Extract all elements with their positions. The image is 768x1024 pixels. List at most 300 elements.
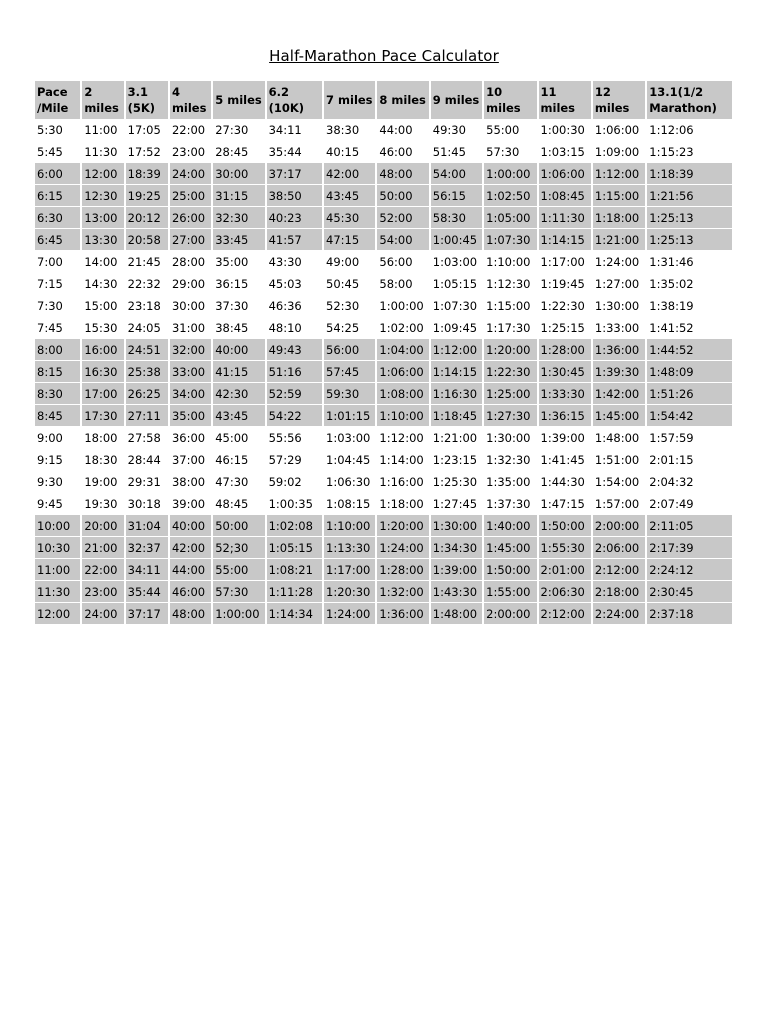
column-header: 9 miles bbox=[431, 81, 482, 119]
time-cell: 1:38:19 bbox=[647, 295, 732, 317]
pace-cell: 11:30 bbox=[35, 581, 80, 603]
time-cell: 1:17:30 bbox=[484, 317, 536, 339]
time-cell: 42:30 bbox=[213, 383, 264, 405]
time-cell: 19:30 bbox=[82, 493, 123, 515]
table-row bbox=[35, 559, 732, 581]
time-cell: 1:33:00 bbox=[593, 317, 645, 339]
pace-cell: 6:45 bbox=[35, 229, 80, 251]
table-row bbox=[35, 581, 732, 603]
time-cell: 14:00 bbox=[82, 251, 123, 273]
table-row bbox=[35, 471, 732, 493]
pace-cell: 7:30 bbox=[35, 295, 80, 317]
time-cell: 46:36 bbox=[267, 295, 322, 317]
time-cell: 1:39:30 bbox=[593, 361, 645, 383]
time-cell: 22:00 bbox=[170, 119, 211, 141]
time-cell: 56:00 bbox=[324, 339, 375, 361]
time-cell: 1:13:30 bbox=[324, 537, 375, 559]
time-cell: 49:30 bbox=[431, 119, 482, 141]
time-cell: 22:32 bbox=[126, 273, 168, 295]
time-cell: 1:06:00 bbox=[593, 119, 645, 141]
pace-cell: 9:45 bbox=[35, 493, 80, 515]
time-cell: 1:11:30 bbox=[539, 207, 591, 229]
time-cell: 31:15 bbox=[213, 185, 264, 207]
time-cell: 1:16:30 bbox=[431, 383, 482, 405]
time-cell: 19:25 bbox=[126, 185, 168, 207]
time-cell: 23:00 bbox=[82, 581, 123, 603]
pace-cell: 6:00 bbox=[35, 163, 80, 185]
time-cell: 42:00 bbox=[170, 537, 211, 559]
time-cell: 1:05:15 bbox=[267, 537, 322, 559]
time-cell: 1:00:00 bbox=[377, 295, 428, 317]
time-cell: 43:45 bbox=[213, 405, 264, 427]
time-cell: 26:25 bbox=[126, 383, 168, 405]
time-cell: 1:55:30 bbox=[539, 537, 591, 559]
time-cell: 38:30 bbox=[324, 119, 375, 141]
time-cell: 2:04:32 bbox=[647, 471, 732, 493]
time-cell: 23:18 bbox=[126, 295, 168, 317]
pace-cell: 11:00 bbox=[35, 559, 80, 581]
time-cell: 48:10 bbox=[267, 317, 322, 339]
column-header: 4 miles bbox=[170, 81, 211, 119]
time-cell: 50:00 bbox=[213, 515, 264, 537]
time-cell: 1:12:00 bbox=[593, 163, 645, 185]
time-cell: 1:20:00 bbox=[377, 515, 428, 537]
pace-cell: 9:30 bbox=[35, 471, 80, 493]
time-cell: 2:17:39 bbox=[647, 537, 732, 559]
time-cell: 2:18:00 bbox=[593, 581, 645, 603]
time-cell: 24:00 bbox=[82, 603, 123, 625]
time-cell: 1:51:26 bbox=[647, 383, 732, 405]
time-cell: 18:30 bbox=[82, 449, 123, 471]
time-cell: 1:15:00 bbox=[484, 295, 536, 317]
table-row bbox=[35, 141, 732, 163]
page-title: Half-Marathon Pace Calculator bbox=[269, 47, 499, 65]
time-cell: 1:39:00 bbox=[539, 427, 591, 449]
time-cell: 1:57:59 bbox=[647, 427, 732, 449]
header-row bbox=[35, 81, 732, 119]
time-cell: 1:06:00 bbox=[539, 163, 591, 185]
time-cell: 14:30 bbox=[82, 273, 123, 295]
pace-cell: 9:15 bbox=[35, 449, 80, 471]
time-cell: 1:50:00 bbox=[484, 559, 536, 581]
pace-table bbox=[33, 81, 734, 625]
time-cell: 52:30 bbox=[324, 295, 375, 317]
time-cell: 35:00 bbox=[170, 405, 211, 427]
time-cell: 1:30:00 bbox=[484, 427, 536, 449]
pace-cell: 8:30 bbox=[35, 383, 80, 405]
time-cell: 44:00 bbox=[377, 119, 428, 141]
time-cell: 1:12:00 bbox=[377, 427, 428, 449]
table-row bbox=[35, 339, 732, 361]
time-cell: 32:00 bbox=[170, 339, 211, 361]
time-cell: 12:30 bbox=[82, 185, 123, 207]
pace-cell: 7:15 bbox=[35, 273, 80, 295]
time-cell: 1:10:00 bbox=[484, 251, 536, 273]
time-cell: 1:44:52 bbox=[647, 339, 732, 361]
time-cell: 40:00 bbox=[170, 515, 211, 537]
time-cell: 1:43:30 bbox=[431, 581, 482, 603]
table-row bbox=[35, 537, 732, 559]
time-cell: 54:22 bbox=[267, 405, 322, 427]
time-cell: 1:14:34 bbox=[267, 603, 322, 625]
time-cell: 1:02:08 bbox=[267, 515, 322, 537]
time-cell: 38:45 bbox=[213, 317, 264, 339]
time-cell: 54:00 bbox=[431, 163, 482, 185]
time-cell: 25:38 bbox=[126, 361, 168, 383]
time-cell: 25:00 bbox=[170, 185, 211, 207]
time-cell: 32:30 bbox=[213, 207, 264, 229]
time-cell: 1:21:56 bbox=[647, 185, 732, 207]
column-header: 10 miles bbox=[484, 81, 536, 119]
time-cell: 1:08:15 bbox=[324, 493, 375, 515]
time-cell: 37:17 bbox=[267, 163, 322, 185]
time-cell: 16:00 bbox=[82, 339, 123, 361]
time-cell: 18:39 bbox=[126, 163, 168, 185]
time-cell: 2:00:00 bbox=[593, 515, 645, 537]
table-row bbox=[35, 273, 732, 295]
time-cell: 1:21:00 bbox=[593, 229, 645, 251]
time-cell: 1:25:00 bbox=[484, 383, 536, 405]
time-cell: 55:00 bbox=[484, 119, 536, 141]
time-cell: 29:31 bbox=[126, 471, 168, 493]
time-cell: 1:51:00 bbox=[593, 449, 645, 471]
time-cell: 17:05 bbox=[126, 119, 168, 141]
time-cell: 1:15:00 bbox=[593, 185, 645, 207]
time-cell: 35:44 bbox=[267, 141, 322, 163]
time-cell: 1:00:35 bbox=[267, 493, 322, 515]
time-cell: 1:06:00 bbox=[377, 361, 428, 383]
pace-cell: 8:00 bbox=[35, 339, 80, 361]
time-cell: 45:03 bbox=[267, 273, 322, 295]
time-cell: 51:16 bbox=[267, 361, 322, 383]
time-cell: 55:56 bbox=[267, 427, 322, 449]
time-cell: 1:20:00 bbox=[484, 339, 536, 361]
time-cell: 35:00 bbox=[213, 251, 264, 273]
time-cell: 1:25:15 bbox=[539, 317, 591, 339]
column-header: 5 miles bbox=[213, 81, 264, 119]
time-cell: 1:14:15 bbox=[539, 229, 591, 251]
time-cell: 2:11:05 bbox=[647, 515, 732, 537]
time-cell: 1:20:30 bbox=[324, 581, 375, 603]
time-cell: 1:41:52 bbox=[647, 317, 732, 339]
time-cell: 27:11 bbox=[126, 405, 168, 427]
time-cell: 1:05:00 bbox=[484, 207, 536, 229]
time-cell: 21:00 bbox=[82, 537, 123, 559]
time-cell: 36:00 bbox=[170, 427, 211, 449]
time-cell: 1:55:00 bbox=[484, 581, 536, 603]
time-cell: 11:30 bbox=[82, 141, 123, 163]
table-row bbox=[35, 251, 732, 273]
time-cell: 1:31:46 bbox=[647, 251, 732, 273]
time-cell: 58:00 bbox=[377, 273, 428, 295]
time-cell: 1:09:00 bbox=[593, 141, 645, 163]
time-cell: 1:57:00 bbox=[593, 493, 645, 515]
pace-cell: 5:30 bbox=[35, 119, 80, 141]
time-cell: 1:24:00 bbox=[324, 603, 375, 625]
time-cell: 1:54:00 bbox=[593, 471, 645, 493]
time-cell: 48:00 bbox=[170, 603, 211, 625]
time-cell: 1:18:00 bbox=[377, 493, 428, 515]
time-cell: 33:00 bbox=[170, 361, 211, 383]
time-cell: 1:09:45 bbox=[431, 317, 482, 339]
time-cell: 27:00 bbox=[170, 229, 211, 251]
time-cell: 17:30 bbox=[82, 405, 123, 427]
time-cell: 19:00 bbox=[82, 471, 123, 493]
table-body bbox=[35, 119, 732, 625]
table-row bbox=[35, 119, 732, 141]
time-cell: 1:48:09 bbox=[647, 361, 732, 383]
pace-cell: 10:00 bbox=[35, 515, 80, 537]
time-cell: 36:15 bbox=[213, 273, 264, 295]
time-cell: 1:28:00 bbox=[539, 339, 591, 361]
time-cell: 1:15:23 bbox=[647, 141, 732, 163]
time-cell: 38:50 bbox=[267, 185, 322, 207]
time-cell: 28:45 bbox=[213, 141, 264, 163]
time-cell: 1:35:02 bbox=[647, 273, 732, 295]
pace-cell: 5:45 bbox=[35, 141, 80, 163]
time-cell: 27:30 bbox=[213, 119, 264, 141]
column-header: 8 miles bbox=[377, 81, 428, 119]
time-cell: 37:17 bbox=[126, 603, 168, 625]
time-cell: 15:00 bbox=[82, 295, 123, 317]
time-cell: 1:21:00 bbox=[431, 427, 482, 449]
time-cell: 37:00 bbox=[170, 449, 211, 471]
column-header: 7 miles bbox=[324, 81, 375, 119]
time-cell: 52;30 bbox=[213, 537, 264, 559]
time-cell: 17:52 bbox=[126, 141, 168, 163]
time-cell: 58:30 bbox=[431, 207, 482, 229]
time-cell: 1:02:50 bbox=[484, 185, 536, 207]
time-cell: 1:17:00 bbox=[539, 251, 591, 273]
time-cell: 59:30 bbox=[324, 383, 375, 405]
time-cell: 50:45 bbox=[324, 273, 375, 295]
pace-cell: 9:00 bbox=[35, 427, 80, 449]
time-cell: 1:41:45 bbox=[539, 449, 591, 471]
time-cell: 1:17:00 bbox=[324, 559, 375, 581]
time-cell: 1:27:00 bbox=[593, 273, 645, 295]
time-cell: 1:04:00 bbox=[377, 339, 428, 361]
time-cell: 1:48:00 bbox=[431, 603, 482, 625]
table-row bbox=[35, 295, 732, 317]
time-cell: 2:37:18 bbox=[647, 603, 732, 625]
time-cell: 57:30 bbox=[484, 141, 536, 163]
table-row bbox=[35, 493, 732, 515]
time-cell: 43:45 bbox=[324, 185, 375, 207]
time-cell: 30:00 bbox=[170, 295, 211, 317]
table-row bbox=[35, 427, 732, 449]
time-cell: 1:35:00 bbox=[484, 471, 536, 493]
table-row bbox=[35, 185, 732, 207]
time-cell: 1:16:00 bbox=[377, 471, 428, 493]
time-cell: 1:24:00 bbox=[377, 537, 428, 559]
time-cell: 24:00 bbox=[170, 163, 211, 185]
time-cell: 21:45 bbox=[126, 251, 168, 273]
time-cell: 1:37:30 bbox=[484, 493, 536, 515]
table-row bbox=[35, 163, 732, 185]
time-cell: 1:40:00 bbox=[484, 515, 536, 537]
time-cell: 15:30 bbox=[82, 317, 123, 339]
time-cell: 54:25 bbox=[324, 317, 375, 339]
time-cell: 57:30 bbox=[213, 581, 264, 603]
time-cell: 28:44 bbox=[126, 449, 168, 471]
time-cell: 30:00 bbox=[213, 163, 264, 185]
time-cell: 57:45 bbox=[324, 361, 375, 383]
time-cell: 1:25:13 bbox=[647, 229, 732, 251]
time-cell: 37:30 bbox=[213, 295, 264, 317]
time-cell: 1:44:30 bbox=[539, 471, 591, 493]
time-cell: 2:12:00 bbox=[539, 603, 591, 625]
time-cell: 24:51 bbox=[126, 339, 168, 361]
time-cell: 1:30:45 bbox=[539, 361, 591, 383]
time-cell: 47:15 bbox=[324, 229, 375, 251]
time-cell: 13:30 bbox=[82, 229, 123, 251]
time-cell: 1:18:39 bbox=[647, 163, 732, 185]
time-cell: 34:11 bbox=[267, 119, 322, 141]
pace-cell: 6:30 bbox=[35, 207, 80, 229]
time-cell: 1:23:15 bbox=[431, 449, 482, 471]
time-cell: 1:32:00 bbox=[377, 581, 428, 603]
time-cell: 45:00 bbox=[213, 427, 264, 449]
time-cell: 1:30:00 bbox=[593, 295, 645, 317]
time-cell: 1:14:00 bbox=[377, 449, 428, 471]
time-cell: 2:06:00 bbox=[593, 537, 645, 559]
time-cell: 1:22:30 bbox=[484, 361, 536, 383]
time-cell: 1:45:00 bbox=[484, 537, 536, 559]
pace-cell: 12:00 bbox=[35, 603, 80, 625]
time-cell: 27:58 bbox=[126, 427, 168, 449]
time-cell: 43:30 bbox=[267, 251, 322, 273]
time-cell: 30:18 bbox=[126, 493, 168, 515]
time-cell: 1:33:30 bbox=[539, 383, 591, 405]
time-cell: 57:29 bbox=[267, 449, 322, 471]
time-cell: 34:11 bbox=[126, 559, 168, 581]
time-cell: 46:00 bbox=[377, 141, 428, 163]
time-cell: 1:00:00 bbox=[484, 163, 536, 185]
time-cell: 20:58 bbox=[126, 229, 168, 251]
column-header: 11 miles bbox=[539, 81, 591, 119]
time-cell: 1:07:30 bbox=[484, 229, 536, 251]
pace-cell: 6:15 bbox=[35, 185, 80, 207]
time-cell: 24:05 bbox=[126, 317, 168, 339]
time-cell: 54:00 bbox=[377, 229, 428, 251]
time-cell: 31:04 bbox=[126, 515, 168, 537]
time-cell: 1:08:45 bbox=[539, 185, 591, 207]
table-row bbox=[35, 383, 732, 405]
time-cell: 1:28:00 bbox=[377, 559, 428, 581]
time-cell: 46:15 bbox=[213, 449, 264, 471]
time-cell: 2:01:00 bbox=[539, 559, 591, 581]
time-cell: 1:54:42 bbox=[647, 405, 732, 427]
time-cell: 33:45 bbox=[213, 229, 264, 251]
time-cell: 49:43 bbox=[267, 339, 322, 361]
time-cell: 1:42:00 bbox=[593, 383, 645, 405]
time-cell: 1:24:00 bbox=[593, 251, 645, 273]
time-cell: 56:15 bbox=[431, 185, 482, 207]
time-cell: 41:15 bbox=[213, 361, 264, 383]
time-cell: 40:15 bbox=[324, 141, 375, 163]
time-cell: 13:00 bbox=[82, 207, 123, 229]
time-cell: 1:11:28 bbox=[267, 581, 322, 603]
time-cell: 1:10:00 bbox=[324, 515, 375, 537]
time-cell: 35:44 bbox=[126, 581, 168, 603]
table-row bbox=[35, 515, 732, 537]
time-cell: 22:00 bbox=[82, 559, 123, 581]
time-cell: 28:00 bbox=[170, 251, 211, 273]
time-cell: 46:00 bbox=[170, 581, 211, 603]
time-cell: 1:10:00 bbox=[377, 405, 428, 427]
time-cell: 2:06:30 bbox=[539, 581, 591, 603]
time-cell: 1:18:00 bbox=[593, 207, 645, 229]
pace-cell: 7:45 bbox=[35, 317, 80, 339]
time-cell: 47:30 bbox=[213, 471, 264, 493]
column-header: 2 miles bbox=[82, 81, 123, 119]
table-row bbox=[35, 603, 732, 625]
time-cell: 1:01:15 bbox=[324, 405, 375, 427]
table-row bbox=[35, 405, 732, 427]
time-cell: 2:00:00 bbox=[484, 603, 536, 625]
time-cell: 29:00 bbox=[170, 273, 211, 295]
time-cell: 42:00 bbox=[324, 163, 375, 185]
time-cell: 1:02:00 bbox=[377, 317, 428, 339]
time-cell: 1:50:00 bbox=[539, 515, 591, 537]
time-cell: 1:25:30 bbox=[431, 471, 482, 493]
time-cell: 1:32:30 bbox=[484, 449, 536, 471]
time-cell: 2:07:49 bbox=[647, 493, 732, 515]
column-header: 13.1(1/2 Marathon) bbox=[647, 81, 732, 119]
time-cell: 17:00 bbox=[82, 383, 123, 405]
time-cell: 38:00 bbox=[170, 471, 211, 493]
time-cell: 1:48:00 bbox=[593, 427, 645, 449]
time-cell: 1:39:00 bbox=[431, 559, 482, 581]
time-cell: 39:00 bbox=[170, 493, 211, 515]
time-cell: 1:27:30 bbox=[484, 405, 536, 427]
time-cell: 1:22:30 bbox=[539, 295, 591, 317]
time-cell: 1:08:21 bbox=[267, 559, 322, 581]
time-cell: 1:36:00 bbox=[593, 339, 645, 361]
pace-cell: 8:15 bbox=[35, 361, 80, 383]
time-cell: 20:00 bbox=[82, 515, 123, 537]
column-header: 3.1 (5K) bbox=[126, 81, 168, 119]
time-cell: 48:45 bbox=[213, 493, 264, 515]
time-cell: 52:59 bbox=[267, 383, 322, 405]
time-cell: 51:45 bbox=[431, 141, 482, 163]
time-cell: 2:24:00 bbox=[593, 603, 645, 625]
time-cell: 48:00 bbox=[377, 163, 428, 185]
time-cell: 1:36:00 bbox=[377, 603, 428, 625]
time-cell: 1:04:45 bbox=[324, 449, 375, 471]
time-cell: 41:57 bbox=[267, 229, 322, 251]
column-header: 6.2 (10K) bbox=[267, 81, 322, 119]
time-cell: 1:14:15 bbox=[431, 361, 482, 383]
time-cell: 1:19:45 bbox=[539, 273, 591, 295]
time-cell: 23:00 bbox=[170, 141, 211, 163]
time-cell: 1:12:06 bbox=[647, 119, 732, 141]
time-cell: 11:00 bbox=[82, 119, 123, 141]
time-cell: 2:12:00 bbox=[593, 559, 645, 581]
time-cell: 2:01:15 bbox=[647, 449, 732, 471]
time-cell: 20:12 bbox=[126, 207, 168, 229]
time-cell: 1:00:30 bbox=[539, 119, 591, 141]
time-cell: 2:30:45 bbox=[647, 581, 732, 603]
time-cell: 1:00:45 bbox=[431, 229, 482, 251]
time-cell: 1:45:00 bbox=[593, 405, 645, 427]
time-cell: 1:08:00 bbox=[377, 383, 428, 405]
time-cell: 1:00:00 bbox=[213, 603, 264, 625]
time-cell: 1:47:15 bbox=[539, 493, 591, 515]
time-cell: 45:30 bbox=[324, 207, 375, 229]
table-row bbox=[35, 449, 732, 471]
table-row bbox=[35, 229, 732, 251]
